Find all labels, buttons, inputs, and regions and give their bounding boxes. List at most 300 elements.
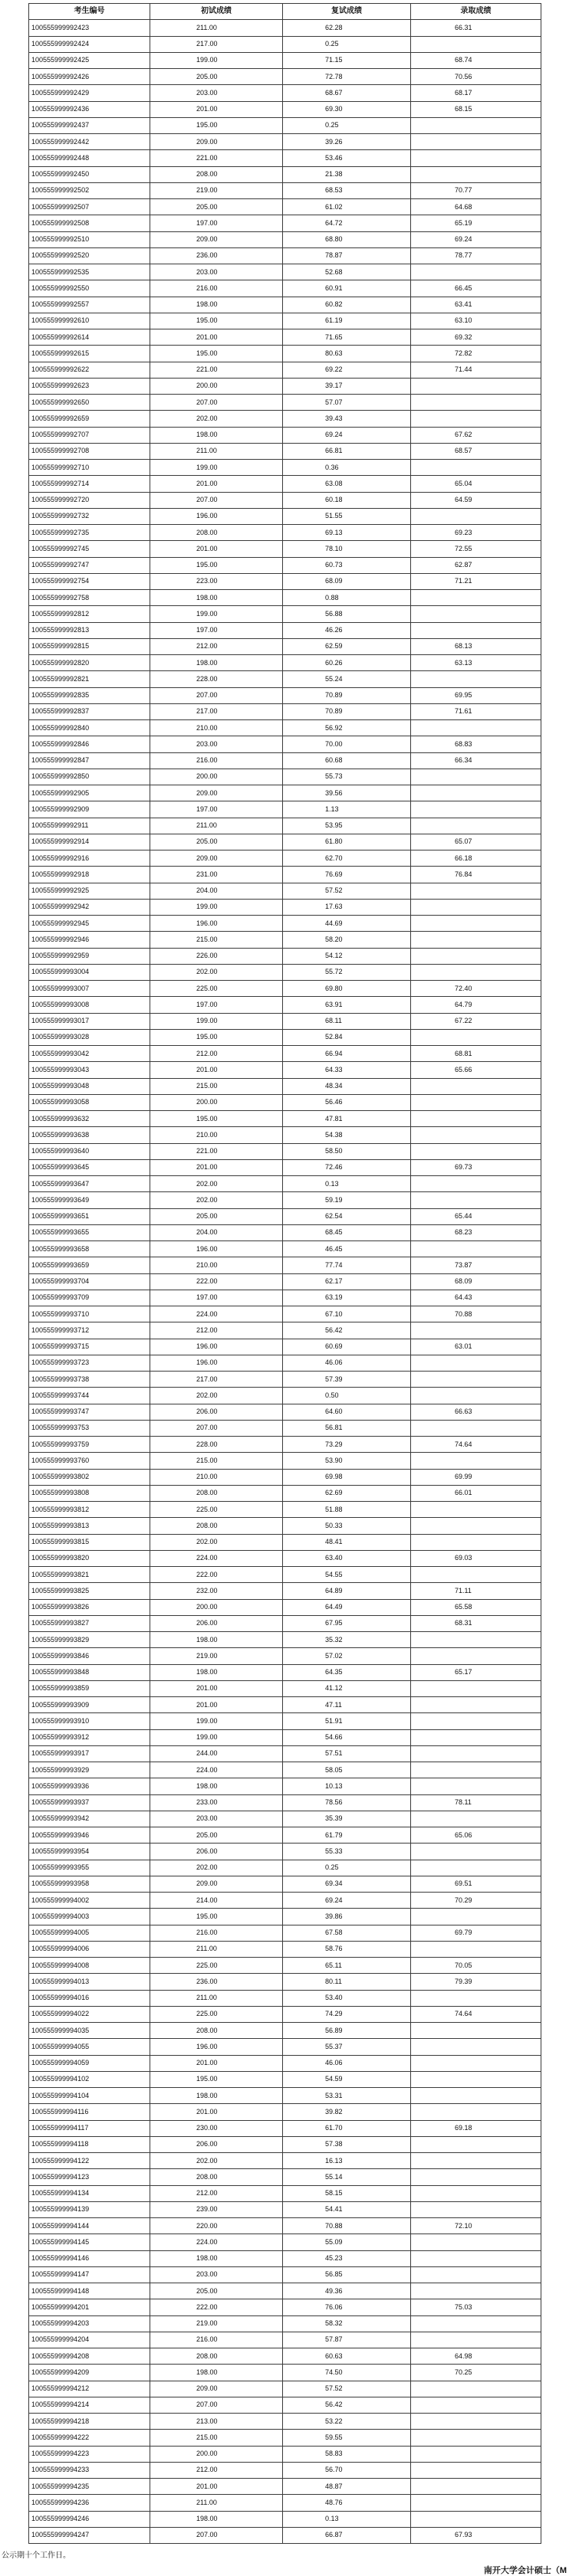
cell-admission-score: 67.62 (411, 427, 541, 443)
cell-retest-score: 63.91 (283, 997, 411, 1013)
cell-exam-id: 100555999992821 (29, 671, 150, 687)
cell-exam-id: 100555999992708 (29, 443, 150, 459)
cell-retest-score: 63.19 (283, 1290, 411, 1306)
table-row (29, 932, 541, 948)
cell-initial-score: 195.00 (150, 346, 283, 362)
cell-admission-score: 66.34 (411, 752, 541, 769)
cell-admission-score (411, 2185, 541, 2201)
cell-exam-id: 100555999992850 (29, 769, 150, 785)
cell-retest-score: 54.38 (283, 1127, 411, 1143)
cell-exam-id: 100555999993942 (29, 1811, 150, 1827)
cell-initial-score: 219.00 (150, 2315, 283, 2332)
cell-initial-score: 195.00 (150, 313, 283, 329)
cell-retest-score: 58.32 (283, 2315, 411, 2332)
table-row (29, 752, 541, 769)
cell-exam-id: 100555999992914 (29, 834, 150, 850)
table-row (29, 2414, 541, 2430)
table-row (29, 1860, 541, 1876)
cell-exam-id: 100555999993723 (29, 1355, 150, 1371)
cell-admission-score: 71.44 (411, 362, 541, 378)
cell-initial-score: 222.00 (150, 1273, 283, 1290)
cell-initial-score: 222.00 (150, 2299, 283, 2315)
cell-initial-score: 195.00 (150, 1909, 283, 1925)
cell-exam-id: 100555999994204 (29, 2332, 150, 2348)
cell-initial-score: 195.00 (150, 117, 283, 133)
cell-admission-score: 66.18 (411, 850, 541, 867)
cell-admission-score: 70.05 (411, 1958, 541, 1974)
cell-retest-score: 60.18 (283, 492, 411, 508)
cell-initial-score: 201.00 (150, 476, 283, 492)
cell-initial-score: 205.00 (150, 69, 283, 85)
cell-exam-id: 100555999993004 (29, 964, 150, 980)
table-row (29, 1729, 541, 1745)
cell-initial-score: 202.00 (150, 1534, 283, 1550)
cell-admission-score: 69.79 (411, 1925, 541, 1941)
cell-retest-score: 1.13 (283, 801, 411, 818)
cell-admission-score: 66.45 (411, 280, 541, 297)
cell-admission-score: 69.24 (411, 231, 541, 247)
cell-initial-score: 217.00 (150, 36, 283, 52)
cell-initial-score: 201.00 (150, 329, 283, 346)
cell-initial-score: 206.00 (150, 1404, 283, 1420)
cell-exam-id: 100555999993645 (29, 1159, 150, 1175)
cell-retest-score: 57.52 (283, 2381, 411, 2397)
table-row (29, 1615, 541, 1631)
cell-initial-score: 199.00 (150, 899, 283, 915)
cell-retest-score: 54.66 (283, 1729, 411, 1745)
table-header (29, 4, 541, 20)
cell-retest-score: 64.72 (283, 215, 411, 231)
cell-exam-id: 100555999993007 (29, 981, 150, 997)
table-row (29, 1502, 541, 1518)
cell-initial-score: 225.00 (150, 2006, 283, 2022)
table-row (29, 1062, 541, 1078)
cell-retest-score: 66.81 (283, 443, 411, 459)
cell-initial-score: 226.00 (150, 948, 283, 964)
cell-retest-score: 54.55 (283, 1567, 411, 1583)
table-row (29, 1485, 541, 1501)
cell-exam-id: 100555999992707 (29, 427, 150, 443)
cell-initial-score: 232.00 (150, 1583, 283, 1599)
cell-admission-score (411, 1322, 541, 1339)
table-row (29, 1958, 541, 1974)
table-row (29, 36, 541, 52)
cell-admission-score: 69.95 (411, 687, 541, 703)
table-row (29, 981, 541, 997)
cell-initial-score: 197.00 (150, 622, 283, 638)
cell-exam-id: 100555999992450 (29, 166, 150, 182)
table-row (29, 1762, 541, 1778)
cell-retest-score: 57.87 (283, 2332, 411, 2348)
cell-exam-id: 100555999992720 (29, 492, 150, 508)
cell-initial-score: 221.00 (150, 150, 283, 166)
cell-admission-score: 69.51 (411, 1876, 541, 1892)
cell-retest-score: 72.46 (283, 1159, 411, 1175)
cell-exam-id: 100555999994134 (29, 2185, 150, 2201)
cell-exam-id: 100555999993848 (29, 1664, 150, 1680)
cell-admission-score: 63.10 (411, 313, 541, 329)
cell-admission-score (411, 606, 541, 622)
cell-admission-score (411, 1632, 541, 1648)
table-row (29, 2283, 541, 2299)
cell-admission-score: 68.09 (411, 1273, 541, 1290)
table-row (29, 590, 541, 606)
cell-initial-score: 211.00 (150, 818, 283, 834)
cell-exam-id: 100555999993936 (29, 1778, 150, 1794)
cell-retest-score: 45.23 (283, 2250, 411, 2266)
cell-exam-id: 100555999993658 (29, 1241, 150, 1257)
table-row (29, 182, 541, 198)
cell-initial-score: 197.00 (150, 1290, 283, 1306)
cell-admission-score (411, 1143, 541, 1159)
cell-exam-id: 100555999993825 (29, 1583, 150, 1599)
cell-admission-score (411, 1176, 541, 1192)
table-row (29, 2315, 541, 2332)
table-row (29, 1680, 541, 1696)
cell-initial-score: 211.00 (150, 1941, 283, 1957)
cell-retest-score: 60.91 (283, 280, 411, 297)
table-row (29, 1388, 541, 1404)
table-row (29, 622, 541, 638)
cell-admission-score (411, 1355, 541, 1371)
cell-exam-id: 100555999993826 (29, 1599, 150, 1615)
cell-admission-score (411, 1029, 541, 1045)
cell-retest-score: 55.24 (283, 671, 411, 687)
table-row (29, 525, 541, 541)
cell-retest-score: 69.24 (283, 1893, 411, 1909)
cell-initial-score: 225.00 (150, 1502, 283, 1518)
cell-exam-id: 100555999992550 (29, 280, 150, 297)
cell-initial-score: 198.00 (150, 1778, 283, 1794)
cell-admission-score (411, 1567, 541, 1583)
cell-initial-score: 209.00 (150, 785, 283, 801)
cell-exam-id: 100555999993955 (29, 1860, 150, 1876)
cell-admission-score: 65.17 (411, 1664, 541, 1680)
cell-admission-score: 65.06 (411, 1827, 541, 1844)
cell-exam-id: 100555999993704 (29, 1273, 150, 1290)
cell-initial-score: 202.00 (150, 2153, 283, 2169)
cell-exam-id: 100555999994102 (29, 2071, 150, 2087)
cell-exam-id: 100555999993946 (29, 1827, 150, 1844)
cell-retest-score: 0.13 (283, 1176, 411, 1192)
cell-initial-score: 203.00 (150, 1811, 283, 1827)
table-row (29, 557, 541, 573)
cell-admission-score (411, 264, 541, 280)
cell-exam-id: 100555999993715 (29, 1339, 150, 1355)
cell-initial-score: 204.00 (150, 1224, 283, 1240)
table-row (29, 1599, 541, 1615)
cell-initial-score: 195.00 (150, 557, 283, 573)
table-row (29, 20, 541, 36)
cell-admission-score (411, 2495, 541, 2511)
cell-retest-score: 41.12 (283, 1680, 411, 1696)
cell-admission-score: 67.93 (411, 2527, 541, 2543)
table-row (29, 2250, 541, 2266)
table-row (29, 1437, 541, 1453)
cell-retest-score: 60.63 (283, 2348, 411, 2365)
cell-initial-score: 207.00 (150, 2527, 283, 2543)
cell-initial-score: 203.00 (150, 85, 283, 101)
cell-initial-score: 224.00 (150, 1762, 283, 1778)
cell-retest-score: 64.49 (283, 1599, 411, 1615)
cell-initial-score: 213.00 (150, 2414, 283, 2430)
table-row (29, 166, 541, 182)
cell-retest-score: 61.70 (283, 2120, 411, 2136)
cell-exam-id: 100555999992946 (29, 932, 150, 948)
table-row (29, 247, 541, 264)
cell-exam-id: 100555999994214 (29, 2397, 150, 2413)
cell-admission-score: 62.87 (411, 557, 541, 573)
cell-retest-score: 46.06 (283, 1355, 411, 1371)
table-row (29, 899, 541, 915)
cell-retest-score: 66.94 (283, 1046, 411, 1062)
table-row (29, 346, 541, 362)
table-row (29, 378, 541, 394)
table-row (29, 2218, 541, 2234)
cell-admission-score (411, 1518, 541, 1534)
table-row (29, 1176, 541, 1192)
header-initial-score: 初试成绩 (150, 4, 283, 20)
table-row (29, 2136, 541, 2152)
cell-initial-score: 198.00 (150, 297, 283, 313)
cell-admission-score (411, 2266, 541, 2283)
cell-retest-score: 55.72 (283, 964, 411, 980)
cell-initial-score: 236.00 (150, 247, 283, 264)
cell-initial-score: 198.00 (150, 2088, 283, 2104)
table-row (29, 1664, 541, 1680)
header-retest-score: 复试成绩 (283, 4, 411, 20)
cell-admission-score (411, 1453, 541, 1469)
cell-initial-score: 212.00 (150, 2462, 283, 2478)
cell-retest-score: 16.13 (283, 2153, 411, 2169)
cell-admission-score: 68.23 (411, 1224, 541, 1240)
cell-retest-score: 73.29 (283, 1437, 411, 1453)
cell-admission-score (411, 1778, 541, 1794)
cell-retest-score: 59.19 (283, 1192, 411, 1208)
cell-exam-id: 100555999994104 (29, 2088, 150, 2104)
cell-retest-score: 68.80 (283, 231, 411, 247)
footer-signature: 南开大学会计硕士（M (483, 2566, 567, 2575)
cell-admission-score (411, 622, 541, 638)
table-row (29, 1697, 541, 1713)
cell-initial-score: 207.00 (150, 2397, 283, 2413)
cell-exam-id: 100555999994247 (29, 2527, 150, 2543)
cell-admission-score: 68.13 (411, 638, 541, 654)
cell-retest-score: 0.25 (283, 117, 411, 133)
cell-admission-score (411, 2055, 541, 2071)
cell-initial-score: 196.00 (150, 508, 283, 524)
cell-admission-score (411, 2397, 541, 2413)
cell-initial-score: 215.00 (150, 1453, 283, 1469)
cell-initial-score: 212.00 (150, 1046, 283, 1062)
cell-initial-score: 197.00 (150, 997, 283, 1013)
cell-admission-score: 69.23 (411, 525, 541, 541)
table-row (29, 2332, 541, 2348)
table-row (29, 1909, 541, 1925)
cell-retest-score: 57.52 (283, 883, 411, 899)
table-row (29, 264, 541, 280)
cell-admission-score (411, 2332, 541, 2348)
cell-exam-id: 100555999993753 (29, 1420, 150, 1436)
cell-retest-score: 54.41 (283, 2201, 411, 2217)
cell-retest-score: 60.69 (283, 1339, 411, 1355)
cell-exam-id: 100555999992918 (29, 867, 150, 883)
table-row (29, 476, 541, 492)
cell-retest-score: 48.87 (283, 2479, 411, 2495)
cell-initial-score: 208.00 (150, 1518, 283, 1534)
cell-retest-score: 47.11 (283, 1697, 411, 1713)
table-row (29, 1241, 541, 1257)
cell-initial-score: 201.00 (150, 541, 283, 557)
cell-initial-score: 216.00 (150, 1925, 283, 1941)
cell-initial-score: 198.00 (150, 1632, 283, 1648)
cell-initial-score: 195.00 (150, 1111, 283, 1127)
cell-initial-score: 219.00 (150, 1648, 283, 1664)
cell-admission-score (411, 932, 541, 948)
cell-admission-score (411, 411, 541, 427)
cell-exam-id: 100555999994116 (29, 2104, 150, 2120)
cell-initial-score: 221.00 (150, 362, 283, 378)
cell-exam-id: 100555999992502 (29, 182, 150, 198)
cell-admission-score: 68.17 (411, 85, 541, 101)
table-row (29, 2527, 541, 2543)
table-row (29, 134, 541, 150)
cell-exam-id: 100555999993917 (29, 1745, 150, 1762)
cell-retest-score: 62.54 (283, 1208, 411, 1224)
cell-retest-score: 55.09 (283, 2234, 411, 2250)
cell-exam-id: 100555999993655 (29, 1224, 150, 1240)
cell-retest-score: 56.42 (283, 2397, 411, 2413)
table-row (29, 2462, 541, 2478)
cell-retest-score: 0.36 (283, 460, 411, 476)
cell-retest-score: 69.24 (283, 427, 411, 443)
table-row (29, 655, 541, 671)
cell-retest-score: 53.46 (283, 150, 411, 166)
table-row (29, 85, 541, 101)
table-row (29, 1046, 541, 1062)
cell-initial-score: 209.00 (150, 134, 283, 150)
cell-initial-score: 244.00 (150, 1745, 283, 1762)
cell-exam-id: 100555999992448 (29, 150, 150, 166)
cell-exam-id: 100555999993821 (29, 1567, 150, 1583)
cell-exam-id: 100555999993640 (29, 1143, 150, 1159)
cell-retest-score: 49.36 (283, 2283, 411, 2299)
cell-initial-score: 201.00 (150, 1697, 283, 1713)
cell-exam-id: 100555999992510 (29, 231, 150, 247)
cell-exam-id: 100555999994201 (29, 2299, 150, 2315)
cell-initial-score: 212.00 (150, 638, 283, 654)
cell-admission-score: 70.29 (411, 1893, 541, 1909)
cell-retest-score: 39.26 (283, 134, 411, 150)
cell-initial-score: 199.00 (150, 1013, 283, 1029)
cell-admission-score: 79.39 (411, 1974, 541, 1990)
score-table (28, 3, 541, 2544)
cell-exam-id: 100555999992423 (29, 20, 150, 36)
cell-exam-id: 100555999994223 (29, 2446, 150, 2462)
cell-exam-id: 100555999994233 (29, 2462, 150, 2478)
cell-exam-id: 100555999994147 (29, 2266, 150, 2283)
cell-admission-score (411, 166, 541, 182)
cell-initial-score: 200.00 (150, 2446, 283, 2462)
cell-retest-score: 0.25 (283, 36, 411, 52)
table-row (29, 964, 541, 980)
table-row (29, 1876, 541, 1892)
table-row (29, 769, 541, 785)
cell-retest-score: 17.63 (283, 899, 411, 915)
cell-admission-score: 68.15 (411, 101, 541, 117)
cell-initial-score: 198.00 (150, 590, 283, 606)
cell-retest-score: 53.22 (283, 2414, 411, 2430)
cell-initial-score: 215.00 (150, 932, 283, 948)
cell-exam-id: 100555999992812 (29, 606, 150, 622)
table-row (29, 2153, 541, 2169)
cell-exam-id: 100555999992659 (29, 411, 150, 427)
table-row (29, 2201, 541, 2217)
table-row (29, 1420, 541, 1436)
cell-initial-score: 201.00 (150, 1159, 283, 1175)
cell-admission-score: 74.64 (411, 1437, 541, 1453)
cell-initial-score: 230.00 (150, 2120, 283, 2136)
cell-retest-score: 61.79 (283, 1827, 411, 1844)
cell-initial-score: 198.00 (150, 2250, 283, 2266)
cell-initial-score: 200.00 (150, 769, 283, 785)
cell-exam-id: 100555999993709 (29, 1290, 150, 1306)
cell-retest-score: 70.89 (283, 687, 411, 703)
table-row (29, 703, 541, 719)
cell-initial-score: 196.00 (150, 1339, 283, 1355)
cell-retest-score: 39.82 (283, 2104, 411, 2120)
table-row (29, 297, 541, 313)
table-row (29, 1273, 541, 1290)
table-row (29, 2120, 541, 2136)
cell-retest-score: 61.19 (283, 313, 411, 329)
cell-initial-score: 205.00 (150, 1208, 283, 1224)
cell-initial-score: 223.00 (150, 573, 283, 589)
cell-admission-score (411, 1762, 541, 1778)
cell-initial-score: 231.00 (150, 867, 283, 883)
cell-retest-score: 74.50 (283, 2365, 411, 2381)
cell-exam-id: 100555999993829 (29, 1632, 150, 1648)
cell-admission-score: 72.40 (411, 981, 541, 997)
table-row (29, 1013, 541, 1029)
cell-initial-score: 228.00 (150, 1437, 283, 1453)
cell-retest-score: 0.88 (283, 590, 411, 606)
table-row (29, 1745, 541, 1762)
cell-retest-score: 67.95 (283, 1615, 411, 1631)
table-row (29, 1990, 541, 2006)
table-row (29, 2266, 541, 2283)
cell-admission-score (411, 2430, 541, 2446)
cell-admission-score: 78.77 (411, 247, 541, 264)
cell-retest-score: 69.80 (283, 981, 411, 997)
cell-initial-score: 239.00 (150, 2201, 283, 2217)
cell-admission-score: 76.84 (411, 867, 541, 883)
cell-admission-score (411, 1078, 541, 1094)
cell-retest-score: 62.70 (283, 850, 411, 867)
cell-initial-score: 201.00 (150, 2104, 283, 2120)
table-row (29, 199, 541, 215)
footer-note: 公示期十个工作日。 (2, 2551, 71, 2560)
cell-initial-score: 225.00 (150, 1958, 283, 1974)
cell-retest-score: 76.06 (283, 2299, 411, 2315)
cell-initial-score: 214.00 (150, 1893, 283, 1909)
cell-admission-score (411, 2136, 541, 2152)
cell-retest-score: 70.00 (283, 736, 411, 752)
cell-admission-score (411, 2234, 541, 2250)
table-row (29, 2234, 541, 2250)
cell-admission-score (411, 2479, 541, 2495)
cell-retest-score: 62.59 (283, 638, 411, 654)
